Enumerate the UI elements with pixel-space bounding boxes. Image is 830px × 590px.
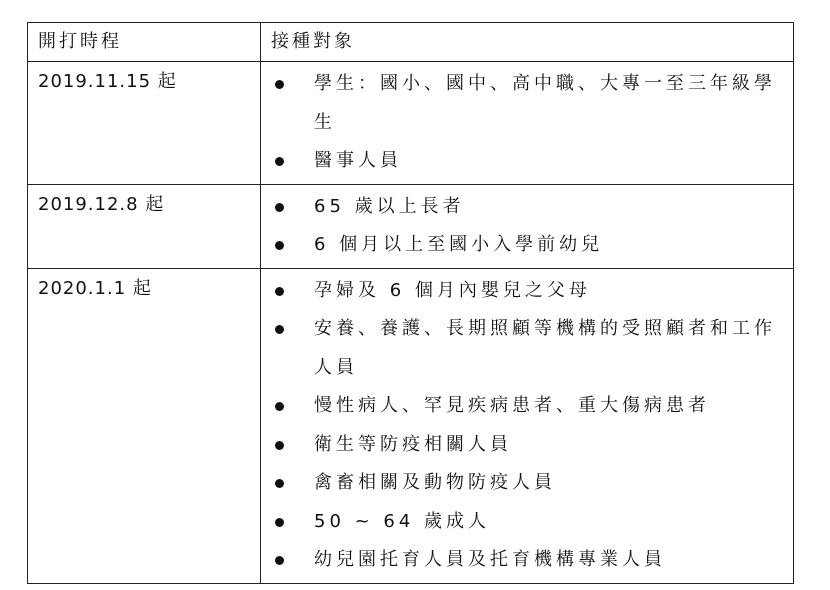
recipient-groups-cell: [261, 268, 794, 583]
recipient-group-text: 禽畜相關及動物防疫人員: [314, 472, 556, 493]
list-item: [261, 142, 793, 181]
recipient-group-text: 65 歲以上長者: [314, 195, 465, 217]
list-item: [261, 272, 793, 311]
recipient-group-text: 孕婦及 6 個月內嬰兒之父母: [314, 279, 591, 301]
recipient-group-text: 醫事人員: [314, 150, 402, 171]
recipient-group-text: 學生：國小、國中、高中職、大專一至三年級學生: [314, 73, 776, 133]
recipient-group-list: [261, 185, 793, 268]
bullet-icon: [275, 203, 284, 212]
bullet-icon: [275, 556, 284, 565]
table-row: [28, 184, 794, 268]
list-item: [261, 65, 793, 142]
recipient-group-text: 安養、養護、長期照顧等機構的受照顧者和工作人員: [314, 318, 776, 378]
list-item: [261, 387, 793, 426]
recipient-groups-cell: [261, 62, 794, 185]
table-row: [28, 268, 794, 583]
bullet-icon: [275, 80, 284, 89]
recipient-group-text: 幼兒園托育人員及托育機構專業人員: [314, 549, 666, 570]
recipient-groups-cell: [261, 184, 794, 268]
bullet-icon: [275, 287, 284, 296]
header-schedule: 開打時程: [28, 23, 261, 62]
list-item: [261, 188, 793, 227]
bullet-icon: [275, 441, 284, 450]
recipient-group-text: 慢性病人、罕見疾病患者、重大傷病患者: [314, 395, 710, 416]
list-item: [261, 541, 793, 580]
recipient-group-text: 50 ~ 64 歲成人: [314, 510, 491, 532]
recipient-group-text: 衛生等防疫相關人員: [314, 433, 512, 455]
header-recipients: 接種對象: [261, 23, 794, 62]
table-row: [28, 62, 794, 185]
list-item: [261, 503, 793, 542]
start-date-cell: 2019.11.15 起: [28, 62, 261, 185]
recipient-group-list: [261, 269, 793, 583]
bullet-icon: [275, 518, 284, 527]
vaccination-schedule-table: [27, 22, 794, 584]
list-item: [261, 226, 793, 265]
table-body: [28, 62, 794, 584]
start-date-cell: 2020.1.1 起: [28, 268, 261, 583]
list-item: [261, 464, 793, 503]
bullet-icon: [275, 402, 284, 411]
start-date-cell: 2019.12.8 起: [28, 184, 261, 268]
bullet-icon: [275, 325, 284, 334]
recipient-group-list: [261, 62, 793, 184]
bullet-icon: [275, 241, 284, 250]
list-item: [261, 426, 793, 465]
table-header-row: [28, 23, 794, 62]
recipient-group-text: 6 個月以上至國小入學前幼兒: [314, 234, 604, 255]
bullet-icon: [275, 479, 284, 488]
bullet-icon: [275, 157, 284, 166]
list-item: [261, 310, 793, 387]
